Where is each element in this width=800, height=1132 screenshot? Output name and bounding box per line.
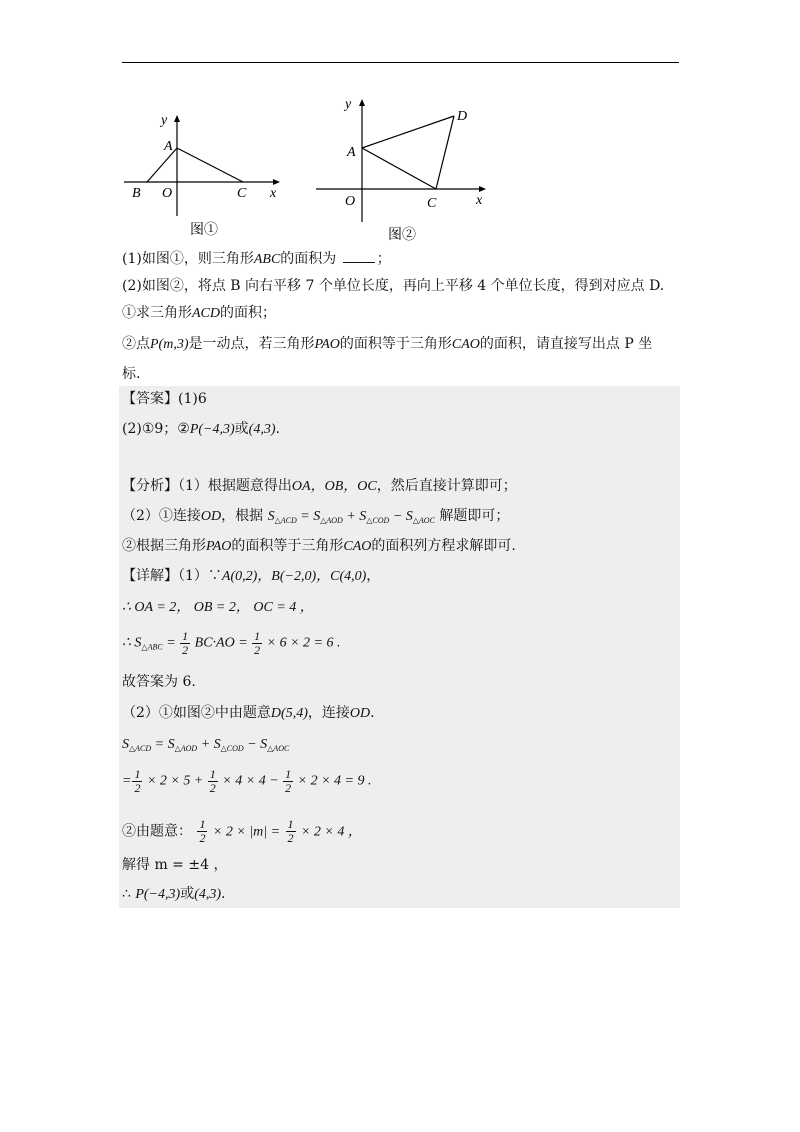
fig1-x-arrow-icon [273, 179, 280, 185]
detail-line-10: ∴ P(−4,3)或(4,3). [122, 886, 226, 902]
fraction-half: $\frac{1}{2}$ [209, 767, 216, 795]
detail-line-3: ∴ $S_{\triangle ABC}$ = $\frac{1}{2}$ BC·AO = $\frac{1}{2}$ × 6 × 2 = 6 . [122, 629, 341, 657]
fig2-x-label: x [476, 193, 483, 208]
detail-line-6: $S_{\triangle ACD} = S_{\triangle AOD} + S_{\triangle COD} - S_{\triangle AOC}$ [122, 737, 290, 753]
top-rule [122, 62, 679, 63]
fig2-side-ad [362, 116, 454, 148]
question-2b-cont: 标. [122, 366, 141, 382]
fig2-caption: 图② [388, 228, 416, 243]
analysis-line-1: 【分析】（1）根据题意得出OA，OB，OC，然后直接计算即可； [122, 478, 517, 494]
fraction-half: $\frac{1}{2}$ [199, 817, 206, 845]
detail-line-9: 解得 m = ±4 ， [122, 857, 228, 873]
fig2-label-a: A [347, 145, 356, 160]
analysis-line-3: ②根据三角形PAO的面积等于三角形CAO的面积列方程求解即可. [122, 538, 516, 554]
detail-line-5: （2）①如图②中由题意D(5,4)，连接OD. [122, 705, 375, 721]
answer-line-2: (2)①9；②P(−4,3)或(4,3). [122, 421, 280, 437]
fraction-half: $\frac{1}{2}$ [254, 629, 261, 657]
fraction-half: $\frac{1}{2}$ [285, 767, 292, 795]
fig2-label-o: O [345, 194, 356, 209]
detail-line-4: 故答案为 6. [122, 674, 196, 690]
fig1-side-ac [177, 148, 243, 182]
figure-2 [312, 96, 502, 246]
question-2: (2)如图②，将点 B 向右平移 7 个单位长度，再向上平移 4 个单位长度，得到对应点 D. [122, 278, 665, 294]
fig2-y-arrow-icon [359, 99, 365, 106]
fig1-x-label: x [270, 186, 277, 201]
detail-line-7: = $\frac{1}{2}$ × 2 × 5 + $\frac{1}{2}$ × 4 × 4 − $\frac{1}{2}$ × 2 × 4 = 9 . [122, 767, 372, 795]
fig1-label-c: C [237, 186, 247, 201]
fig1-label-o: O [162, 186, 173, 201]
fig2-label-d: D [457, 109, 468, 124]
figure-1 [118, 108, 288, 238]
question-2b: ②点P(m,3)是一动点，若三角形PAO的面积等于三角形CAO的面积，请直接写出点 P 坐 [122, 336, 653, 352]
fig1-y-label: y [161, 113, 168, 128]
fig2-side-dc [436, 116, 454, 189]
analysis-line-2: （2）①连接OD，根据 $S_{\triangle ACD} = S_{\triangle AOD} + S_{\triangle COD} - S_{\triangle AOC}$ 解题即可； [122, 508, 510, 525]
fraction-half: $\frac{1}{2}$ [134, 767, 141, 795]
fig2-y-label: y [345, 97, 352, 112]
answer-line-1: 【答案】(1)6 [122, 391, 207, 407]
fig2-label-c: C [427, 196, 437, 211]
fraction-half: $\frac{1}{2}$ [287, 817, 294, 845]
fig1-caption: 图① [190, 223, 218, 238]
fig1-label-b: B [132, 186, 141, 201]
fig1-label-a: A [164, 139, 173, 154]
fig1-y-arrow-icon [174, 115, 180, 122]
question-2a: ①求三角形ACD的面积； [122, 305, 276, 321]
detail-line-8: ②由题意： $\frac{1}{2}$ × 2 × |m| = $\frac{1}{2}$ × 2 × 4 ， [122, 817, 362, 845]
fig2-side-ac [362, 148, 436, 189]
fraction-half: $\frac{1}{2}$ [182, 629, 189, 657]
question-1: (1)如图①，则三角形ABC的面积为 ； [122, 251, 391, 267]
answer-blank[interactable] [343, 262, 375, 263]
detail-line-2: ∴ OA = 2， OB = 2， OC = 4 ， [122, 600, 314, 615]
detail-line-1: 【详解】（1）∵A(0,2)，B(−2,0)，C(4,0)， [122, 568, 381, 584]
fig2-x-arrow-icon [479, 186, 486, 192]
